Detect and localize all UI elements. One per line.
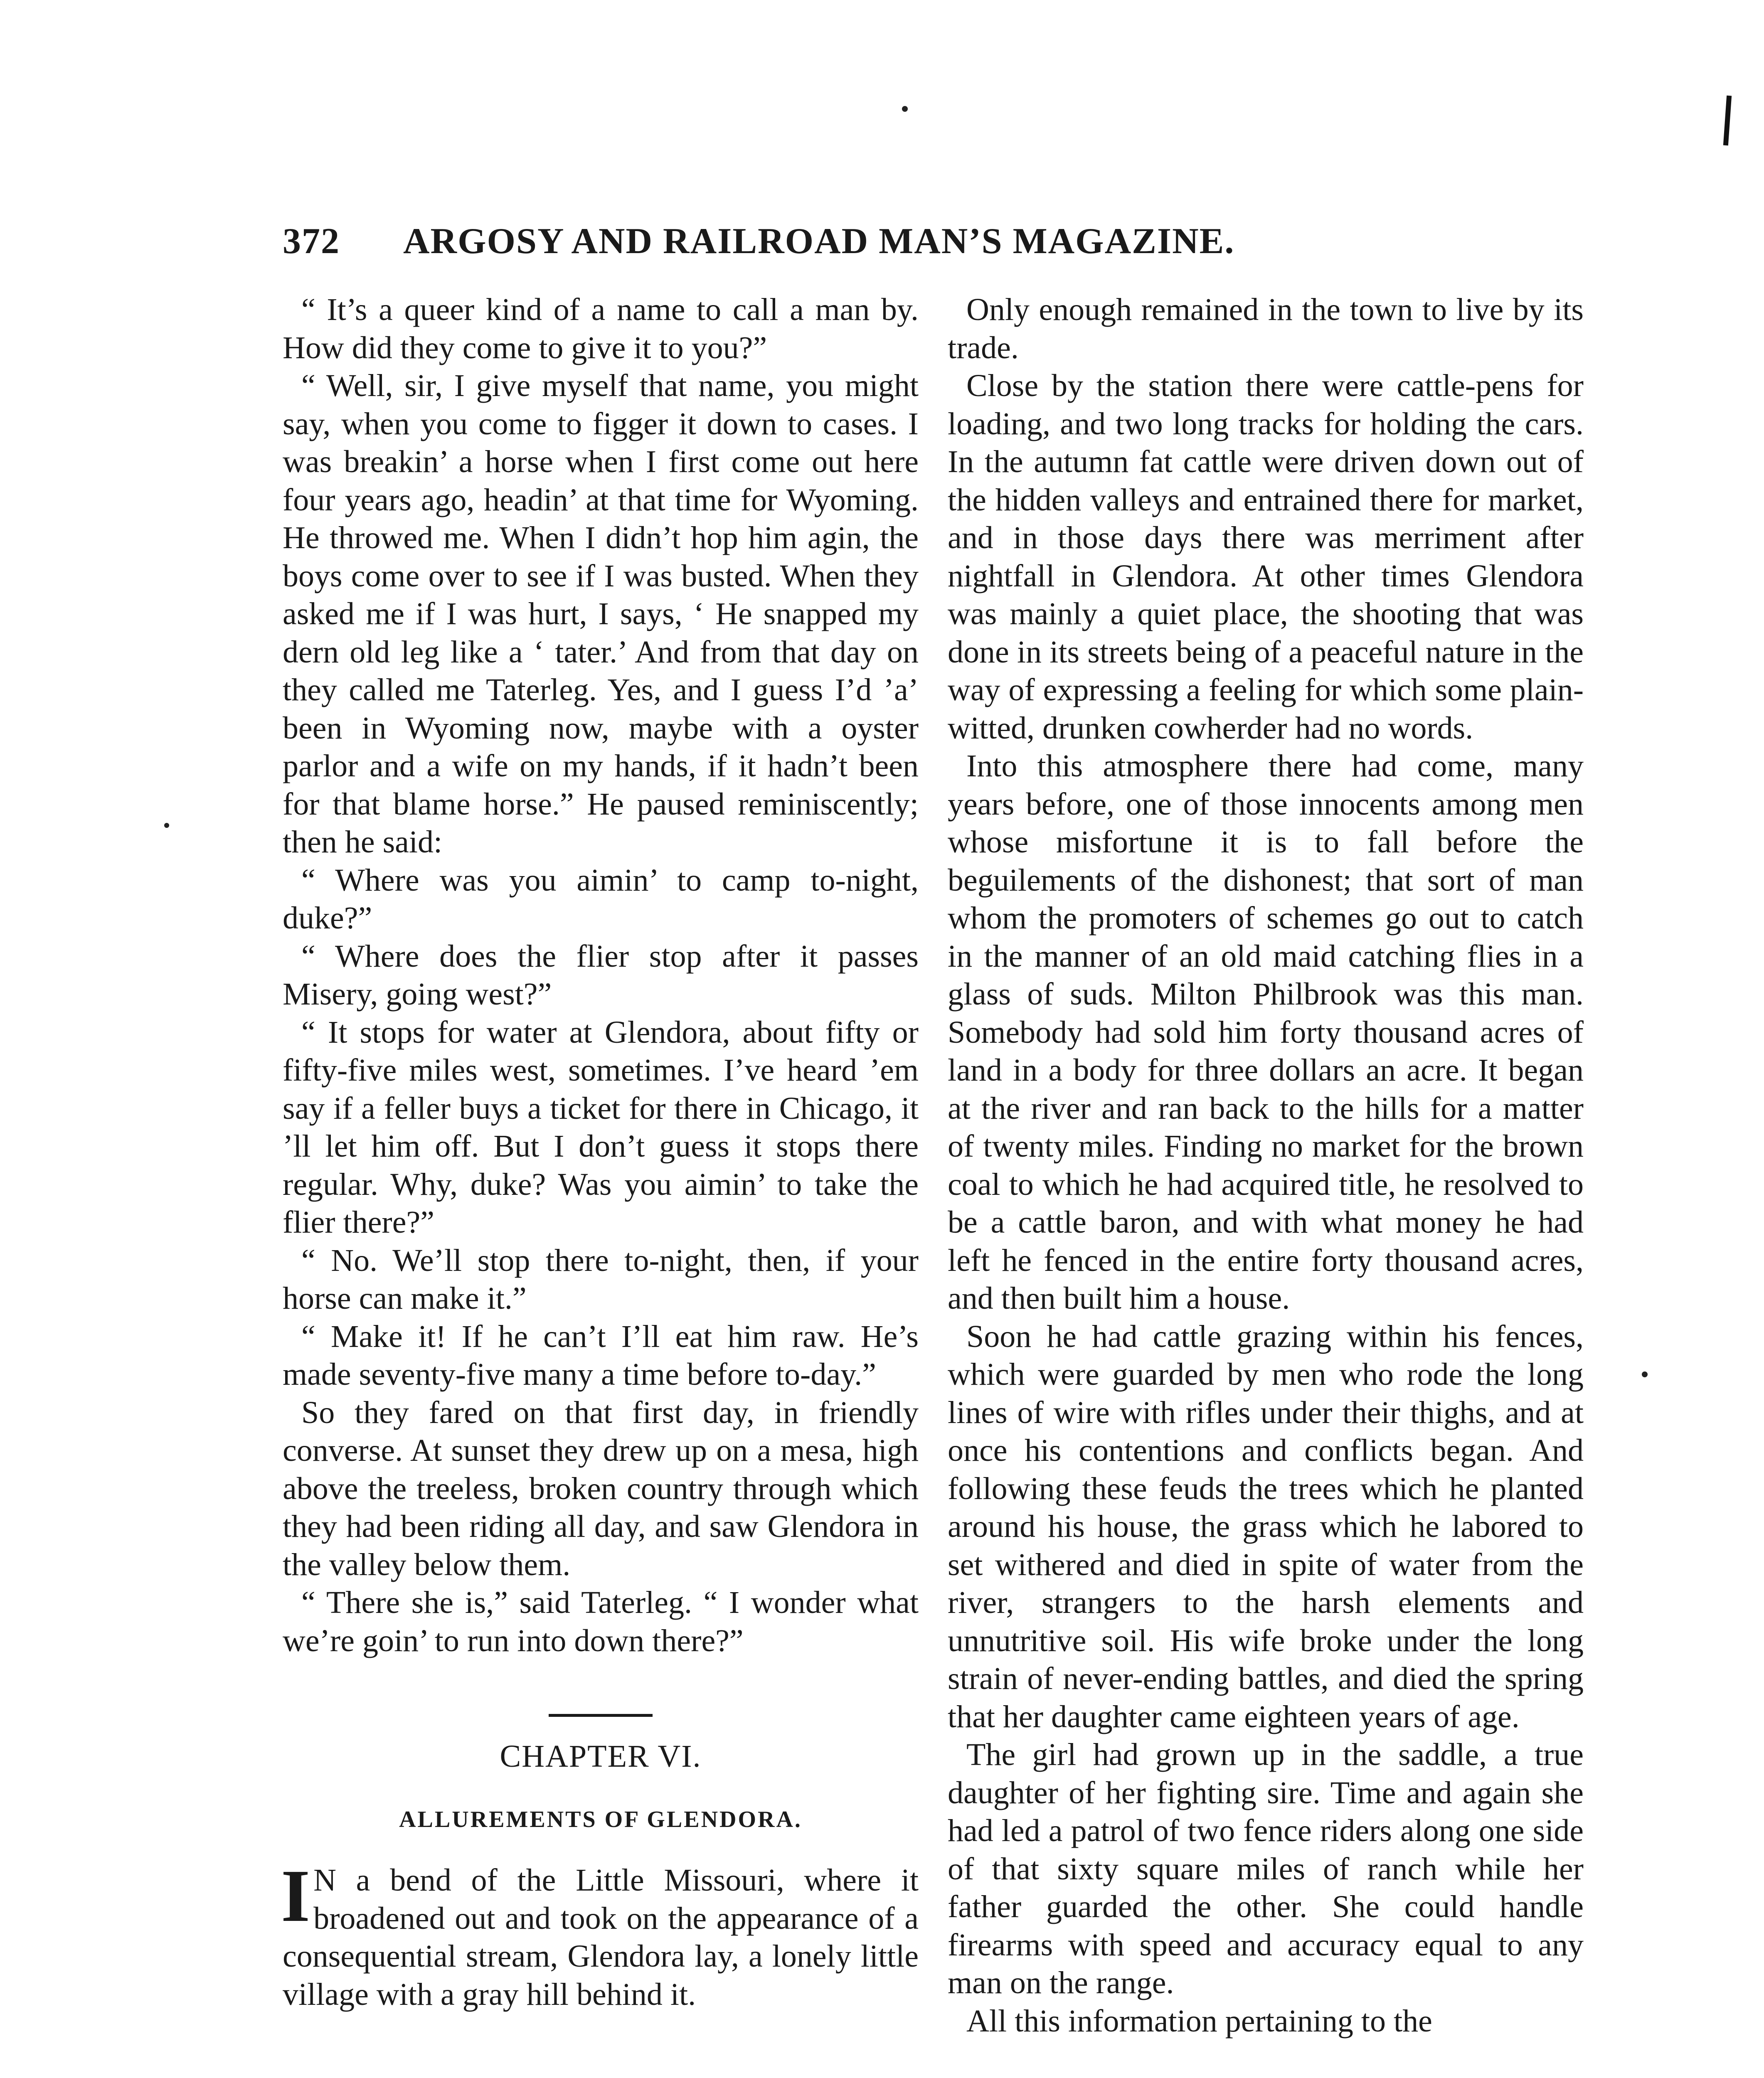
paragraph: Soon he had cattle grazing within his fences, which were guarded by men who rode the long lines of wire with rifles under their thighs, and at once his contentions and conflicts began. And following these feuds the trees which he planted around his house, the grass which he labored to set withered and died in spite of water from the river, strangers to the harsh elements and unnutritive soil. His wife broke under the long strain of never-ending battles, and died the spring that her daughter came eighteen years of age.	[948, 1319, 1584, 1734]
paragraph: “ There she is,” said Taterleg. “ I wonder what we’re goin’ to run into down there?”	[283, 1585, 919, 1658]
paragraph: “ Make it! If he can’t I’ll eat him raw. He’s made seventy-five many a time before to-day.”	[283, 1319, 919, 1392]
page-header	[283, 220, 1592, 266]
drop-cap: I	[281, 1854, 310, 1937]
paragraph: All this information pertaining to the	[966, 2003, 1432, 2039]
paragraph: “ Where was you aimin’ to camp to-night, duke?”	[283, 862, 919, 936]
paragraph: “ It stops for water at Glendora, about fifty or fifty-five miles west, sometimes. I’ve heard ’em say if a feller buys a ticket for there in Chicago, it ’ll let him off. But I don’t guess it stops there regular. Why, duke? Was you aimin’ to take the flier there?”	[283, 1014, 919, 1240]
scan-speck	[902, 106, 908, 112]
running-title: ARGOSY AND RAILROAD MAN’S MAGAZINE.	[403, 221, 1235, 261]
paragraph: The girl had grown up in the saddle, a true daughter of her fighting sire. Time and again she had led a patrol of two fence riders along one side of that sixty square miles of ranch while her father guarded the other. She could handle firearms with speed and accuracy equal to any man on the range.	[948, 1737, 1584, 2000]
left-column	[283, 291, 919, 2014]
page-number: 372	[283, 221, 340, 261]
right-column	[948, 291, 1584, 2040]
chapter-subtitle: ALLUREMENTS OF GLENDORA.	[399, 1806, 802, 1832]
paragraph: So they fared on that first day, in friendly converse. At sunset they drew up on a mesa, high above the treeless, broken country through which they had been riding all day, and saw Glendora in the valley below them.	[283, 1395, 919, 1582]
section-divider	[549, 1714, 653, 1717]
scan-speck	[1642, 1371, 1648, 1377]
chapter-title: CHAPTER VI.	[500, 1739, 702, 1774]
paragraph: Close by the station there were cattle-pens for loading, and two long tracks for holding the cars. In the autumn fat cattle were driven down out of the hidden valleys and entrained there for market, and in those days there was merriment after nightfall in Glendora. At other times Glendora was mainly a quiet place, the shooting that was done in its streets being of a peaceful nature in the way of expressing a feeling for which some plain-witted, drunken cowherder had no words.	[948, 368, 1584, 746]
scan-mark	[1723, 96, 1732, 146]
paragraph: “ Well, sir, I give myself that name, you might say, when you come to figger it down to cases. I was breakin’ a horse when I first come out here four years ago, headin’ at that time for Wyoming. He throwed me. When I didn’t hop him agin, the boys come over to see if I was busted. When they asked me if I was hurt, I says, ‘ He snapped my dern old leg like a ‘ tater.’ And from that day on they called me Taterleg. Yes, and I guess I’d ’a’ been in Wyoming now, maybe with a oyster parlor and a wife on my hands, if it hadn’t been for that blame horse.” He paused reminiscently; then he said:	[283, 368, 919, 859]
paragraph: “ No. We’ll stop there to-night, then, if your horse can make it.”	[283, 1243, 919, 1316]
paragraph: “ Where does the flier stop after it passes Misery, going west?”	[283, 938, 919, 1012]
opening-paragraph	[281, 1854, 919, 2014]
opening-text: N a bend of the Little Missouri, where it broadened out and took on the appearance of a consequential stream, Glendora lay, a lonely little village with a gray hill behind it.	[283, 1863, 919, 2012]
paragraph: Into this atmosphere there had come, many years before, one of those innocents among men whose misfortune it is to fall before the beguilements of the dishonest; that sort of man whom the promoters of schemes go out to catch in the manner of an old maid catching flies in a glass of suds. Milton Philbrook was this man. Somebody had sold him forty thousand acres of land in a body for three dollars an acre. It began at the river and ran back to the hills for a matter of twenty miles. Finding no market for the brown coal to which he had acquired title, he resolved to be a cattle baron, and with what money he had left he fenced in the entire forty thousand acres, and then built him a house.	[948, 748, 1584, 1316]
paragraph: Only enough remained in the town to live by its trade.	[948, 292, 1584, 365]
paragraph: “ It’s a queer kind of a name to call a man by. How did they come to give it to you?”	[283, 292, 919, 365]
scan-speck	[164, 823, 169, 828]
